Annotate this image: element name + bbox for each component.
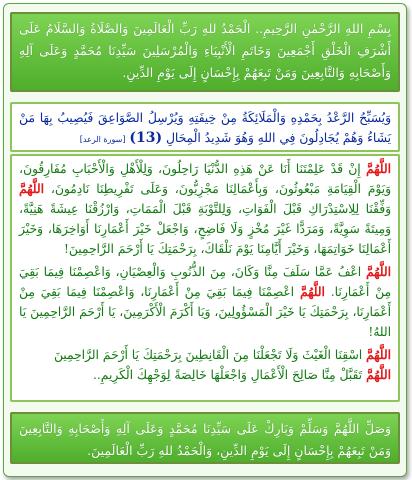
dua-line (19, 365, 391, 385)
dua-line (19, 345, 391, 365)
outro-text: وَصَلِّ اللَّهُمَّ وَسَلِّمْ وَبَارِكْ عَلَى سَيِّدِنَا مُحَمَّدٍ وَعَلَى آلِهِ وَأَصْحَابِهِ وَالتَّابِعِينَ وَمَنْ تَبِعَهُمْ بِإِحْسَانٍ إِلَى يَوْمِ الدِّينِ، وَالْحَمْدُ للهِ رَبِّ الْعَالَمِينَ. (19, 421, 391, 458)
allahumma-word: اللَّهُمَّ (366, 347, 391, 362)
dua-text: وَفِّقْنَا لِلِاسْتِدْرَاكِ قَبْلَ الْفَوَاتِ، وَلِلتَّوْبَةِ قَبْلَ الْمَمَاتِ، وَارْزُقْنَا عِيشَةً هَنِيَّةً، وَمِيتَةً سَوِيَّةً، وَمَرَدًّا غَيْرَ مُخْزٍ وَلَا فَاضِحٍ، وَاجْعَلْ خَيْرَ أَعْمَارِنَا أَوَاخِرَهَا، وَخَيْرَ أَعْمَالِنَا خَوَاتِمَهَا، وَخَيْرَ أَيَّامِنَا يَوْمَ نَلْقَاكَ، بِرَحْمَتِكَ يَا أَرْحَمَ الرَّاحِمِينَ! (19, 202, 391, 256)
allahumma-word: اللَّهُمَّ (299, 284, 325, 299)
dua-paragraph (19, 262, 391, 342)
verse-reference: [سورة الرعد] (79, 135, 126, 144)
verse-number: (13) (129, 130, 163, 146)
dua-text: اسْقِنَا الْغَيْثَ وَلَا تَجْعَلْنَا مِنَ الْقَانِطِينَ بِرَحْمَتِكَ يَا أَرْحَمَ الرَّاحِمِينَ (53, 348, 366, 362)
intro-text: بِسْمِ اللهِ الرَّحْمٰنِ الرَّحِيمِ.. الْحَمْدُ للهِ رَبِّ الْعَالَمِينَ وَالصَّلَاةُ وَالسَّلَامُ عَلَى أَشْرَفِ الْخَلْقِ أَجْمَعِينَ وَخَاتَمِ الْأَنْبِيَاءِ وَالْمُرْسَلِينَ سَيِّدِنَا مُحَمَّدٍ وَعَلَى آلِهِ وَأَصْحَابِهِ وَالتَّابِعِينَ وَمَنْ تَبِعَهُمْ بِإِحْسَانٍ إِلَى يَوْمِ الدِّينِ. (19, 21, 391, 80)
verse-paragraph (19, 108, 391, 150)
dua-line (19, 262, 391, 342)
verse-text: وَيُسَبِّحُ الرَّعْدُ بِحَمْدِهِ وَالْمَلَائِكَةُ مِنْ خِيفَتِهِ وَيُرْسِلُ الصَّوَاعِقَ فَيُصِيبُ بِهَا مَنْ يَشَاءُ وَهُمْ يُجَادِلُونَ فِي اللهِ وَهُوَ شَدِيدُ الْمِحَالِ (19, 111, 391, 145)
verse-box (10, 102, 400, 152)
intro-box (10, 12, 400, 92)
page-frame (3, 3, 407, 477)
dua-paragraph (19, 159, 391, 259)
allahumma-word: اللَّهُمَّ (366, 161, 391, 176)
dua-box (10, 154, 400, 402)
allahumma-word: اللَّهُمَّ (19, 181, 44, 196)
dua-paragraph (19, 345, 391, 385)
dua-text: اعْصِمْنَا فِيمَا بَقِيَ مِنْ أَعْمَارِنَا، وَاعْصِمْنَا فِيمَا بَقِيَ مِنْ أَعْمَارِنَا، بِرَحْمَتِكَ يَا خَيْرَ الْمَسْؤُولِينَ، وَيَا أَكْرَمَ الْأَكْرَمِينَ، يَا أَرْحَمَ الرَّاحِمِينَ يَا اللهُ! (19, 285, 391, 339)
allahumma-word: اللَّهُمَّ (366, 264, 391, 279)
dua-text: إِنْ قَدْ عَلِمْتَنَا أَنَا عَنْ هَذِهِ الدُّنْيَا رَاحِلُونَ، وَلِلْأَهْلِ وَالْأَحْبَابِ مُفَارِقُونَ، وَيَوْمَ الْقِيَامَةِ مَبْعُوثُونَ، وَبِأَعْمَالِنَا مَجْزِيُّونَ، وَعَلَى تَفْرِيطِنَا نَادِمُونَ، (19, 162, 391, 196)
dua-text: اعْفُ عَمَّا سَلَفَ مِنَّا وَكَانَ، مِنَ الذُّنُوبِ وَالْعِصْيَانِ، وَاعْصِمْنَا فِيمَا بَقِيَ مِنْ أَعْمَارِنَا. (19, 265, 391, 299)
allahumma-word: اللَّهُمَّ (366, 367, 391, 382)
dua-text: تَقَبَّلْ مِنَّا صَالِحَ الْأَعْمَالِ وَاجْعَلْهَا خَالِصَةً لِوَجْهِكَ الْكَرِيمِ.. (93, 368, 366, 382)
dua-line (19, 159, 391, 259)
outro-box (10, 412, 400, 464)
